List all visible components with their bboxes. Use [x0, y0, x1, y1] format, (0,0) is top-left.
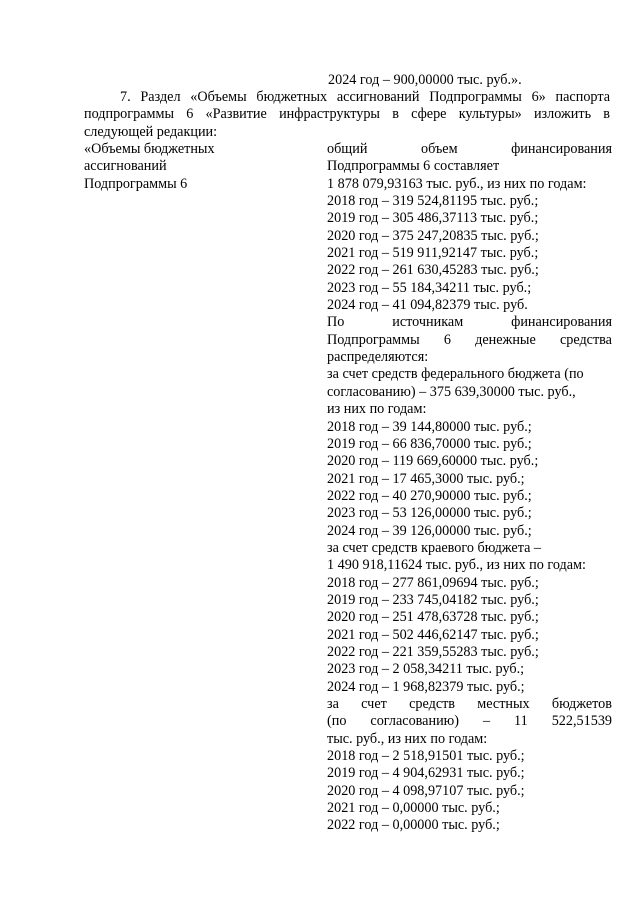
- regional-years-list: [327, 575, 612, 696]
- year-line: 2024 год – 41 094,82379 тыс. руб.: [327, 297, 528, 314]
- year-line: 2024 год – 1 968,82379 тыс. руб.;: [327, 678, 525, 695]
- year-line: 2020 год – 4 098,97107 тыс. руб.;: [327, 782, 525, 799]
- regional-budget-line: за счет средств краевого бюджета –: [327, 539, 542, 556]
- row-label-line: «Объемы бюджетных: [84, 141, 215, 157]
- year-line: 2018 год – 39 144,80000 тыс. руб.;: [327, 418, 532, 435]
- year-line: 2018 год – 277 861,09694 тыс. руб.;: [327, 574, 539, 591]
- row-label-line: Подпрограммы 6: [84, 175, 188, 192]
- year-line: 2019 год – 233 745,04182 тыс. руб.;: [327, 591, 539, 608]
- passport-row-content: [327, 141, 612, 835]
- year-line: 2019 год – 66 836,70000 тыс. руб.;: [327, 435, 532, 452]
- year-line: 2023 год – 2 058,34211 тыс. руб.;: [327, 661, 525, 678]
- sources-heading-line: По источникам финансирования: [327, 314, 612, 331]
- year-line: 2021 год – 0,00000 тыс. руб.;: [327, 800, 500, 817]
- year-line: 2021 год – 502 446,62147 тыс. руб.;: [327, 626, 539, 643]
- year-line: 2023 год – 53 126,00000 тыс. руб.;: [327, 505, 532, 522]
- federal-budget-line: из них по годам:: [327, 401, 427, 418]
- local-budget-line: за счет средств местных бюджетов: [327, 696, 612, 712]
- federal-budget-line: за счет средств федерального бюджета (по: [327, 366, 584, 383]
- year-line: 2024 год – 39 126,00000 тыс. руб.;: [327, 522, 532, 539]
- year-line: 2020 год – 251 478,63728 тыс. руб.;: [327, 609, 539, 626]
- total-years-list: [327, 193, 612, 314]
- year-line: 2019 год – 4 904,62931 тыс. руб.;: [327, 765, 525, 782]
- federal-years-list: [327, 419, 612, 540]
- passport-row-label: [84, 141, 304, 193]
- local-years-list: [327, 748, 612, 835]
- year-line: 2018 год – 2 518,91501 тыс. руб.;: [327, 748, 525, 765]
- sources-heading-line: распределяются:: [327, 349, 429, 366]
- total-funding-amount: 1 878 079,93163 тыс. руб., из них по годам:: [327, 175, 587, 192]
- local-budget-line: тыс. руб., из них по годам:: [327, 730, 488, 747]
- row-label-line: ассигнований: [84, 158, 167, 175]
- year-line: 2019 год – 305 486,37113 тыс. руб.;: [327, 210, 539, 227]
- section-7-paragraph: 7. Раздел «Объемы бюджетных ассигнований Подпрограммы 6» паспорта подпрограммы 6 «Развитие инфраструктуры в сфере культуры» изложить в следующей редакции:: [84, 89, 610, 140]
- regional-budget-line: 1 490 918,11624 тыс. руб., из них по годам:: [327, 557, 586, 574]
- local-budget-line: (по согласованию) – 11 522,51539: [327, 713, 612, 730]
- year-line: 2021 год – 519 911,92147 тыс. руб.;: [327, 245, 539, 262]
- year-line: 2023 год – 55 184,34211 тыс. руб.;: [327, 279, 532, 296]
- year-line: 2022 год – 261 630,45283 тыс. руб.;: [327, 262, 539, 279]
- year-line: 2021 год – 17 465,3000 тыс. руб.;: [327, 470, 525, 487]
- total-funding-line: общий объем финансирования: [327, 141, 612, 157]
- year-line: 2022 год – 0,00000 тыс. руб.;: [327, 817, 500, 834]
- year-line: 2022 год – 40 270,90000 тыс. руб.;: [327, 487, 532, 504]
- year-line: 2018 год – 319 524,81195 тыс. руб.;: [327, 193, 539, 210]
- year-line: 2020 год – 119 669,60000 тыс. руб.;: [327, 453, 539, 470]
- total-funding-line: Подпрограммы 6 составляет: [327, 158, 500, 175]
- year-line: 2020 год – 375 247,20835 тыс. руб.;: [327, 227, 539, 244]
- sources-heading-line: Подпрограммы 6 денежные средства: [327, 331, 612, 348]
- year-line: 2022 год – 221 359,55283 тыс. руб.;: [327, 643, 539, 660]
- previous-item-ending: 2024 год – 900,00000 тыс. руб.».: [328, 72, 522, 88]
- federal-budget-line: согласованию) – 375 639,30000 тыс. руб.,: [327, 383, 576, 400]
